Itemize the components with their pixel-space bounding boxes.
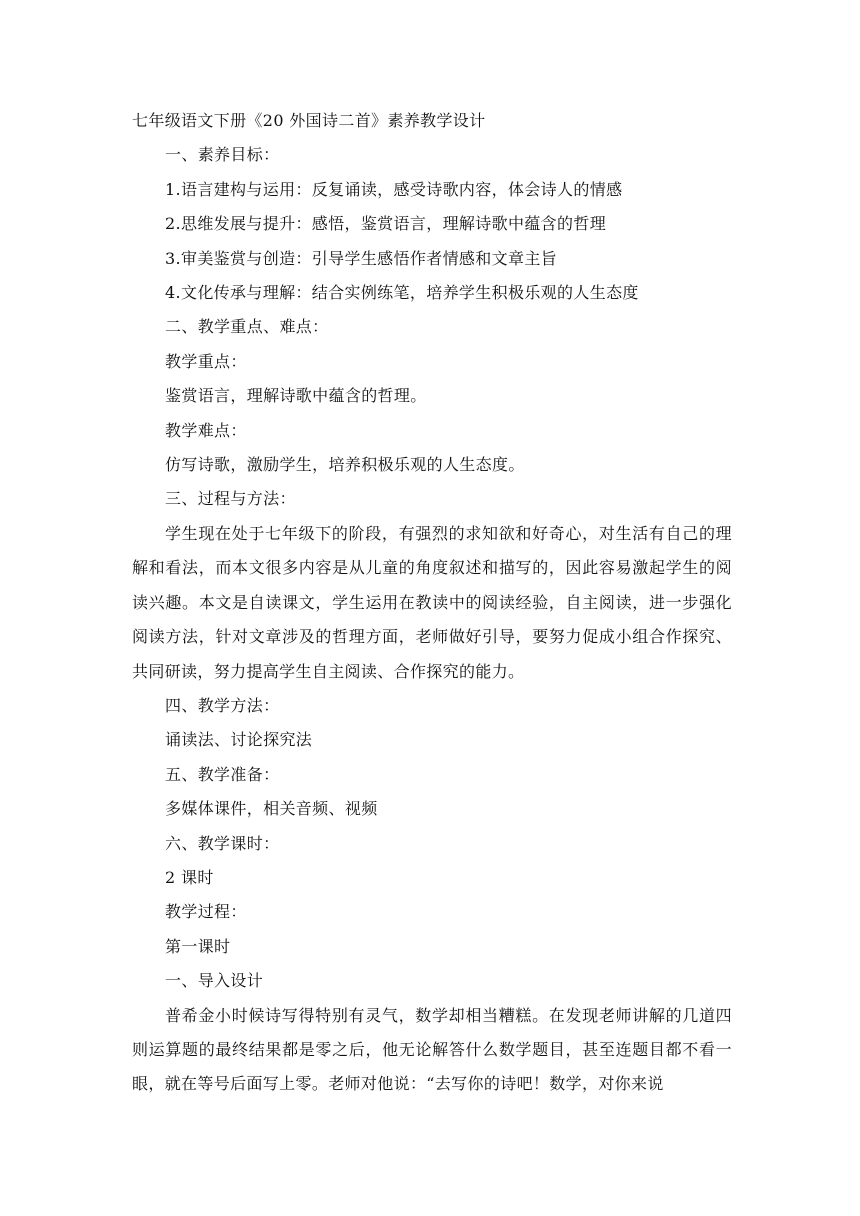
key-point-text: 鉴赏语言，理解诗歌中蕴含的哲理。 bbox=[165, 386, 427, 406]
hours-heading: 六、教学课时： bbox=[165, 833, 280, 853]
difficulty-text: 仿写诗歌，激励学生，培养积极乐观的人生态度。 bbox=[165, 455, 525, 475]
goal-item: 1.语言建构与运用：反复诵读，感受诗歌内容，体会诗人的情感 bbox=[165, 179, 623, 199]
goal-item: 2.思维发展与提升：感悟，鉴赏语言，理解诗歌中蕴含的哲理 bbox=[165, 214, 607, 234]
method-text: 诵读法、讨论探究法 bbox=[165, 730, 313, 750]
intro-heading: 一、导入设计 bbox=[165, 971, 264, 991]
key-points-heading: 二、教学重点、难点： bbox=[165, 317, 329, 337]
preparation-text: 多媒体课件，相关音频、视频 bbox=[165, 799, 378, 819]
goal-item: 3.审美鉴赏与创造：引导学生感悟作者情感和文章主旨 bbox=[165, 248, 558, 268]
process-heading: 三、过程与方法： bbox=[165, 489, 296, 509]
method-heading: 四、教学方法： bbox=[165, 695, 280, 715]
intro-paragraph: 普希金小时候诗写得特别有灵气，数学却相当糟糕。在发现老师讲解的几道四则运算题的最终结果都是零之后，他无论解答什么数学题目，甚至连题目都不看一眼，就在等号后面写上零。老师对他说：“去写你的诗吧！数学，对你来说 bbox=[132, 1005, 732, 1094]
first-lesson-label: 第一课时 bbox=[165, 936, 231, 956]
process-paragraph: 学生现在处于七年级下的阶段，有强烈的求知欲和好奇心，对生活有自己的理解和看法，而本文很多内容是从儿童的角度叙述和描写的，因此容易激起学生的阅读兴趣。本文是自读课文，学生运用在教读中的阅读经验，自主阅读，进一步强化阅读方法，针对文章涉及的哲理方面，老师做好引导，要努力促成小组合作探究、共同研读，努力提高学生自主阅读、合作探究的能力。 bbox=[132, 523, 732, 681]
goals-heading: 一、素养目标： bbox=[165, 145, 280, 165]
goal-item: 4.文化传承与理解：结合实例练笔，培养学生积极乐观的人生态度 bbox=[165, 283, 639, 303]
procedure-label: 教学过程： bbox=[165, 902, 247, 922]
key-point-label: 教学重点： bbox=[165, 351, 247, 371]
hours-text: 2 课时 bbox=[165, 867, 214, 887]
difficulty-label: 教学难点： bbox=[165, 420, 247, 440]
preparation-heading: 五、教学准备： bbox=[165, 764, 280, 784]
document-page bbox=[132, 104, 732, 1102]
document-title: 七年级语文下册《20 外国诗二首》素养教学设计 bbox=[132, 111, 486, 130]
